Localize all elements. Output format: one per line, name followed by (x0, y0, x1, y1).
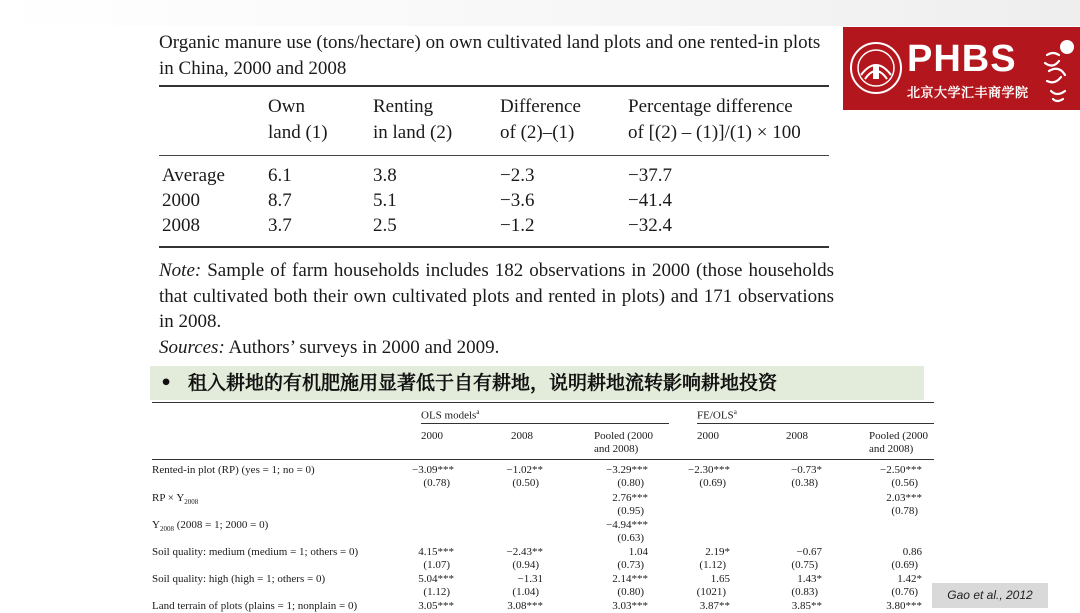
school-name-cn: 北京大学汇丰商学院 (907, 86, 1029, 101)
table2-col-2000: 2000 (421, 430, 443, 442)
se-cell: (0.69) (699, 477, 726, 489)
se-cell: (0.63) (617, 532, 644, 544)
coef-cell: 5.04*** (418, 573, 454, 585)
brand-name: PHBS (907, 38, 1017, 80)
se-cell: (0.94) (512, 559, 539, 571)
bullet-marker: • (160, 372, 173, 394)
table1-bottom-rule (159, 246, 829, 248)
table2-col-pooled: Pooled (2000 and 2008) (594, 430, 653, 455)
se-cell: (0.56) (891, 477, 918, 489)
row-own: 3.7 (268, 215, 292, 236)
note-text: Sample of farm households includes 182 observations in 2000 (those households that cultivated both their own cultivated plots and rented in plots) and 171 observations in 2008. (159, 260, 834, 332)
row-label: Land terrain of plots (plains = 1; nonplain = 0) (152, 600, 358, 612)
table1-caption: Organic manure use (tons/hectare) on own cultivated land plots and one rented-in plots in China, 2000 and 2008 (159, 32, 821, 79)
row-pct: −37.7 (628, 165, 672, 186)
se-cell: (0.73) (617, 559, 644, 571)
row-pct: −32.4 (628, 215, 672, 236)
row-label: 2000 (162, 190, 200, 211)
table2-group-fe: FE/OLS$^a$ (697, 408, 737, 422)
se-cell: (1.12) (423, 586, 450, 598)
coef-cell: 1.43* (797, 573, 822, 585)
coef-cell: 3.80*** (886, 600, 922, 612)
table2-header-rule (152, 459, 934, 460)
se-cell: (1021) (696, 586, 726, 598)
coef-cell: −2.30*** (688, 464, 730, 476)
coef-cell: −0.73* (791, 464, 822, 476)
se-cell: (0.78) (891, 505, 918, 517)
coef-cell: −2.43** (506, 546, 543, 558)
coef-cell: 2.76*** (612, 492, 648, 504)
se-cell: (1.12) (699, 559, 726, 571)
coef-cell: 2.03*** (886, 492, 922, 504)
se-cell: (0.83) (791, 586, 818, 598)
coef-cell: 1.65 (710, 573, 730, 585)
coef-cell: 4.15*** (418, 546, 454, 558)
row-label: $Y_{2008}$ (2008 = 1; 2000 = 0) (152, 519, 269, 534)
table2-fe-rule (697, 423, 934, 424)
top-band (0, 0, 1080, 26)
table2-col-2008: 2008 (511, 430, 533, 442)
se-cell: (0.75) (791, 559, 818, 571)
table2-col-fe-2008: 2008 (786, 430, 808, 442)
row-diff: −3.6 (500, 190, 535, 211)
row-own: 8.7 (268, 190, 292, 211)
coef-cell: −4.94*** (606, 519, 648, 531)
se-cell: (0.38) (791, 477, 818, 489)
table2-top-rule (152, 402, 934, 403)
table1-header-pct: Percentage difference of [(2) – (1)]/(1) × 100 (628, 96, 801, 143)
coef-cell: −0.67 (796, 546, 822, 558)
row-label: 2008 (162, 215, 200, 236)
se-cell: (1.04) (512, 586, 539, 598)
table1-note (159, 258, 834, 360)
se-cell: (1.07) (423, 559, 450, 571)
table2-group-ols: OLS models$^a$ (421, 408, 480, 422)
table2-col-fe-2000: 2000 (697, 430, 719, 442)
se-cell: (0.80) (617, 586, 644, 598)
table1-header-own: Own land (1) (268, 96, 328, 143)
coef-cell: 3.87** (699, 600, 730, 612)
se-cell: (0.78) (423, 477, 450, 489)
table1-header-diff: Difference of (2)–(1) (500, 96, 581, 143)
se-cell: (0.76) (891, 586, 918, 598)
table1-header-rule (159, 155, 829, 156)
coef-cell: 2.19* (705, 546, 730, 558)
coef-cell: −2.50*** (880, 464, 922, 476)
coef-cell: −3.09*** (412, 464, 454, 476)
coef-cell: −1.02** (506, 464, 543, 476)
table2-ols-rule (421, 423, 669, 424)
calligraphy-mark (1041, 37, 1077, 107)
row-diff: −2.3 (500, 165, 535, 186)
se-cell: (0.80) (617, 477, 644, 489)
row-rent: 3.8 (373, 165, 397, 186)
coef-cell: 3.08*** (507, 600, 543, 612)
row-label: Rented-in plot (RP) (yes = 1; no = 0) (152, 464, 315, 476)
row-rent: 5.1 (373, 190, 397, 211)
row-label: Soil quality: medium (medium = 1; others = 0) (152, 546, 359, 558)
row-label: Soil quality: high (high = 1; others = 0) (152, 573, 326, 585)
coef-cell: −1.31 (517, 573, 543, 585)
university-seal-icon (849, 41, 903, 95)
phbs-logo (843, 27, 1080, 110)
coef-cell: −3.29*** (606, 464, 648, 476)
row-own: 6.1 (268, 165, 292, 186)
coef-cell: 0.86 (902, 546, 922, 558)
coef-cell: 3.05*** (418, 600, 454, 612)
key-finding-bullet (150, 366, 924, 400)
table1-header-rent: Renting in land (2) (373, 96, 453, 143)
row-pct: −41.4 (628, 190, 672, 211)
row-label: RP × $Y_{2008}$ (152, 492, 199, 507)
coef-cell: 1.42* (897, 573, 922, 585)
row-rent: 2.5 (373, 215, 397, 236)
note-label: Note: (159, 260, 202, 281)
bullet-text: 租入耕地的有机肥施用显著低于自有耕地，说明耕地流转影响耕地投资 (188, 372, 778, 394)
row-diff: −1.2 (500, 215, 535, 236)
sources-label: Sources: (159, 336, 225, 358)
coef-cell: 3.85** (791, 600, 822, 612)
se-cell: (0.95) (617, 505, 644, 517)
row-label: Average (162, 165, 225, 186)
table2-col-fe-pooled: Pooled (2000 and 2008) (869, 430, 928, 455)
citation: Gao et al., 2012 (932, 583, 1048, 608)
coef-cell: 1.04 (628, 546, 648, 558)
sources-text: Authors’ surveys in 2000 and 2009. (224, 336, 500, 358)
coef-cell: 2.14*** (612, 573, 648, 585)
se-cell: (0.69) (891, 559, 918, 571)
table1-top-rule (159, 85, 829, 87)
coef-cell: 3.03*** (612, 600, 648, 612)
se-cell: (0.50) (512, 477, 539, 489)
